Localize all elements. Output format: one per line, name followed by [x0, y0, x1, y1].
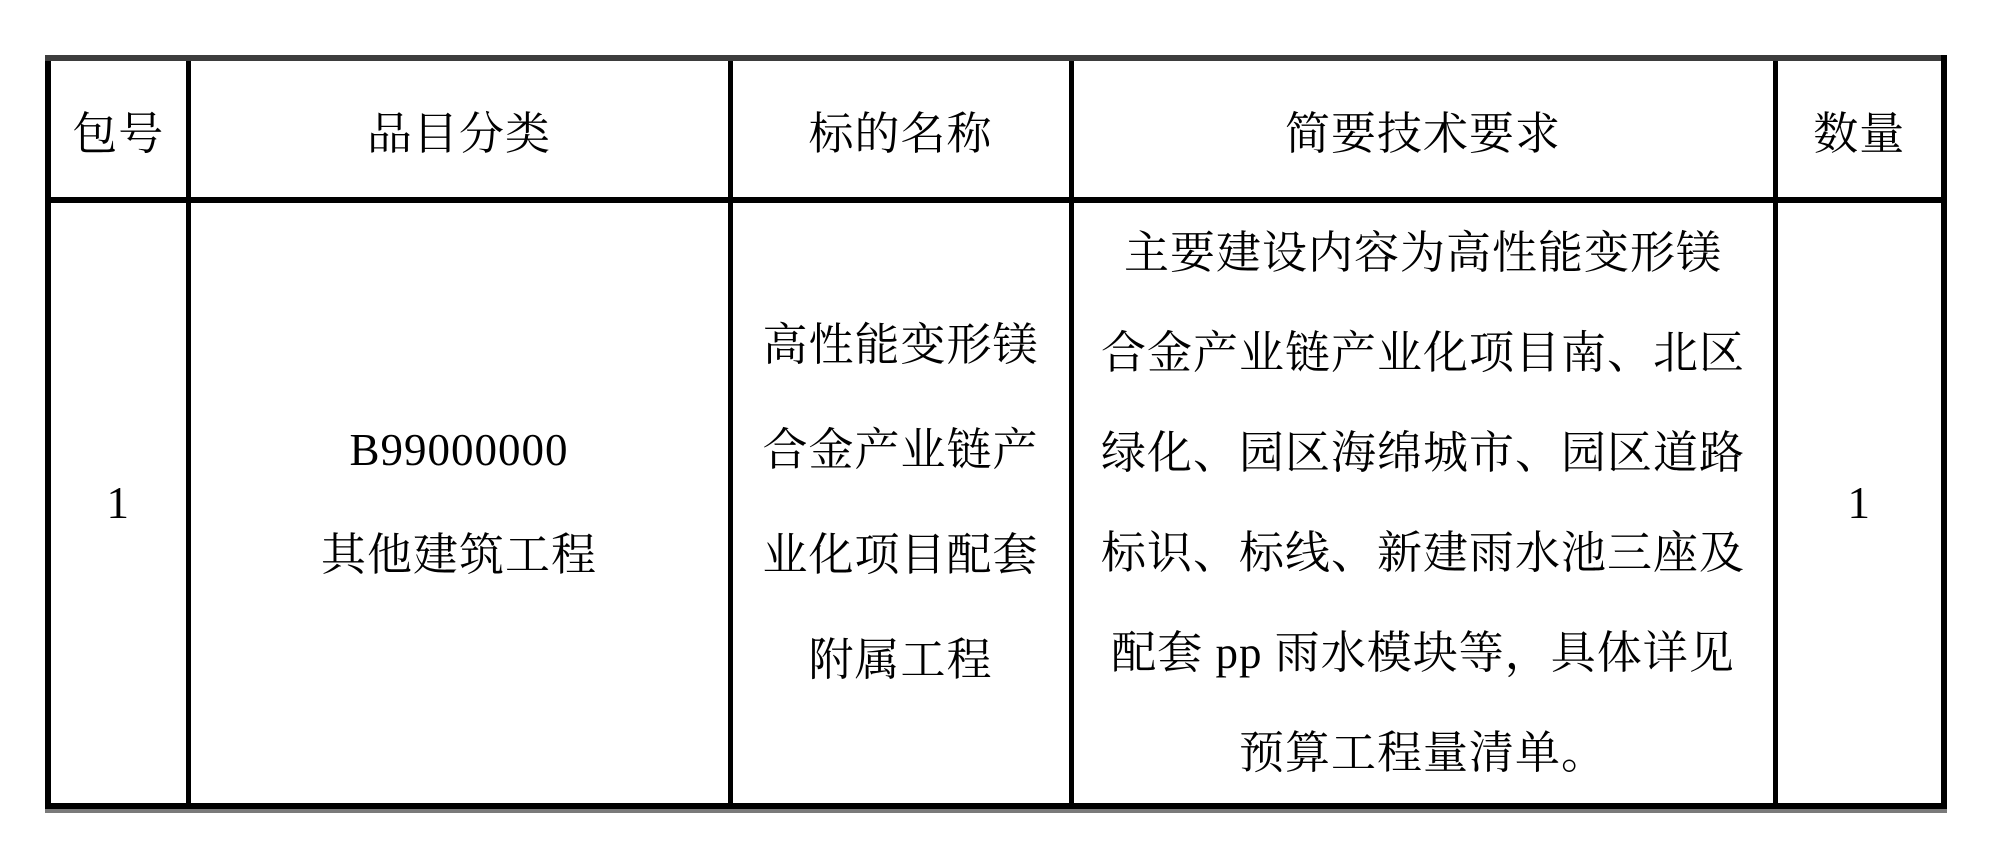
subject-line: 合金产业链产	[762, 425, 1039, 475]
header-package-no: 包号	[48, 58, 188, 200]
requirement-line: 标识、标线、新建雨水池三座及	[1100, 528, 1745, 578]
header-category: 品目分类	[188, 58, 730, 200]
cell-quantity: 1	[1775, 200, 1944, 806]
header-subject-name: 标的名称	[730, 58, 1071, 200]
cell-tech-requirements	[1071, 200, 1775, 806]
cell-subject-name	[730, 200, 1071, 806]
table-body	[48, 200, 1944, 806]
header-tech-requirements: 简要技术要求	[1071, 58, 1775, 200]
category-code-line: B99000000	[349, 425, 569, 475]
procurement-table-container	[45, 55, 1947, 809]
subject-line: 附属工程	[808, 635, 993, 685]
table-header	[48, 58, 1944, 200]
table-row	[48, 200, 1944, 806]
requirement-line: 绿化、园区海绵城市、园区道路	[1100, 428, 1745, 478]
category-name-line: 其他建筑工程	[320, 530, 597, 580]
subject-line: 业化项目配套	[762, 530, 1039, 580]
header-row	[48, 58, 1944, 200]
procurement-table	[45, 55, 1947, 809]
requirement-line: 配套 pp 雨水模块等，具体详见	[1111, 628, 1735, 678]
requirement-line: 主要建设内容为高性能变形镁	[1123, 228, 1722, 278]
header-quantity: 数量	[1775, 58, 1944, 200]
cell-package-no: 1	[48, 200, 188, 806]
subject-line: 高性能变形镁	[762, 320, 1039, 370]
requirement-line: 预算工程量清单。	[1238, 728, 1607, 778]
requirement-line: 合金产业链产业化项目南、北区	[1100, 328, 1745, 378]
cell-category	[188, 200, 730, 806]
